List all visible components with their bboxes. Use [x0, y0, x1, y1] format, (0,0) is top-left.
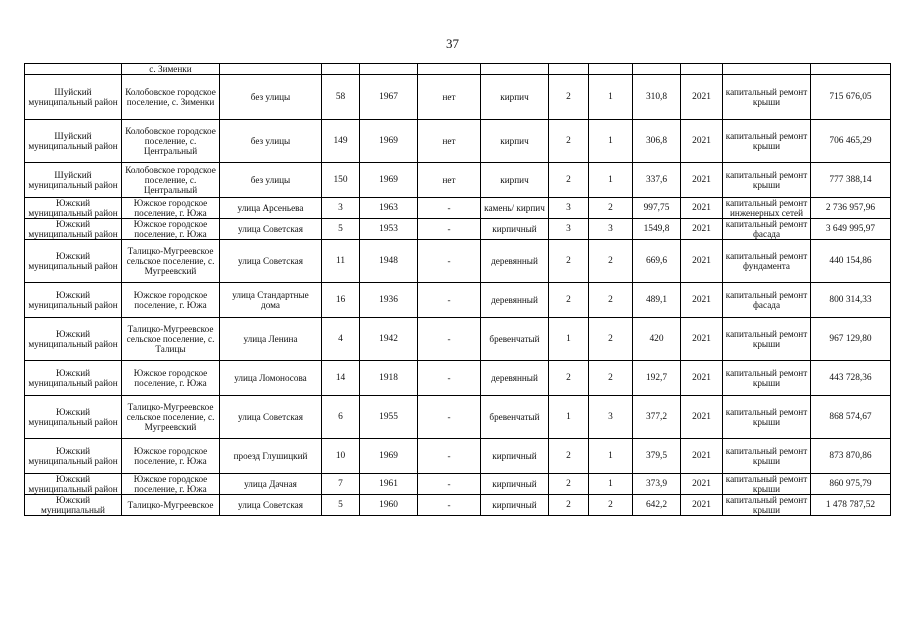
- cell-settlement: Южское городское поселение, г. Южа: [122, 361, 220, 396]
- cell-year: 1963: [360, 198, 418, 219]
- cell-entrances: 2: [589, 240, 633, 283]
- cell-material: кирпич: [481, 75, 549, 120]
- cell-year: 1969: [360, 120, 418, 163]
- cell-street: улица Советская: [220, 495, 322, 516]
- cell-area: 337,6: [633, 163, 681, 198]
- cell-floors: 2: [549, 495, 589, 516]
- cell-status: -: [418, 219, 481, 240]
- cell-settlement: Южское городское поселение, г. Южа: [122, 219, 220, 240]
- cell-house: 11: [322, 240, 360, 283]
- table-row: [25, 361, 891, 396]
- cell-year: 1918: [360, 361, 418, 396]
- cell-year: 1969: [360, 163, 418, 198]
- cell-settlement: Колобовское городское поселение, с. Центральный: [122, 120, 220, 163]
- cell-settlement: Талицко-Мугреевское сельское поселение, с. Мугреевский: [122, 240, 220, 283]
- cell-material: кирпичный: [481, 474, 549, 495]
- table-body: [25, 64, 891, 516]
- cell-entrances: 3: [589, 219, 633, 240]
- cell-work: капитальный ремонт крыши: [723, 120, 811, 163]
- cell-floors: 2: [549, 439, 589, 474]
- cell-area: 306,8: [633, 120, 681, 163]
- cell-house: 5: [322, 495, 360, 516]
- cell-floors: 2: [549, 163, 589, 198]
- table-row: [25, 474, 891, 495]
- cell-plan-year: 2021: [681, 318, 723, 361]
- cell-house: 58: [322, 75, 360, 120]
- cell-year: 1967: [360, 75, 418, 120]
- table-row: [25, 198, 891, 219]
- cell-settlement: Южское городское поселение, г. Южа: [122, 283, 220, 318]
- table-row: [25, 396, 891, 439]
- cell-material: [481, 64, 549, 75]
- cell-plan-year: 2021: [681, 396, 723, 439]
- cell-entrances: 1: [589, 439, 633, 474]
- cell-work: капитальный ремонт крыши: [723, 318, 811, 361]
- cell-cost: 440 154,86: [811, 240, 891, 283]
- cell-entrances: 1: [589, 75, 633, 120]
- cell-entrances: 1: [589, 163, 633, 198]
- table-row: [25, 283, 891, 318]
- cell-street: без улицы: [220, 120, 322, 163]
- table-row: [25, 64, 891, 75]
- cell-floors: [549, 64, 589, 75]
- cell-area: 379,5: [633, 439, 681, 474]
- cell-area: 489,1: [633, 283, 681, 318]
- cell-work: капитальный ремонт фасада: [723, 283, 811, 318]
- cell-status: -: [418, 439, 481, 474]
- cell-house: 3: [322, 198, 360, 219]
- cell-entrances: 2: [589, 495, 633, 516]
- cell-year: 1961: [360, 474, 418, 495]
- table-row: [25, 240, 891, 283]
- cell-house: 10: [322, 439, 360, 474]
- cell-plan-year: 2021: [681, 495, 723, 516]
- table-row: [25, 163, 891, 198]
- cell-settlement: Талицко-Мугреевское: [122, 495, 220, 516]
- cell-status: нет: [418, 163, 481, 198]
- cell-year: 1948: [360, 240, 418, 283]
- cell-cost: 715 676,05: [811, 75, 891, 120]
- cell-street: без улицы: [220, 163, 322, 198]
- cell-area: 1549,8: [633, 219, 681, 240]
- cell-status: -: [418, 198, 481, 219]
- page-number: 37: [446, 36, 459, 51]
- cell-settlement: с. Зименки: [122, 64, 220, 75]
- cell-floors: 2: [549, 361, 589, 396]
- cell-area: 373,9: [633, 474, 681, 495]
- cell-cost: 706 465,29: [811, 120, 891, 163]
- cell-floors: 1: [549, 318, 589, 361]
- cell-status: -: [418, 283, 481, 318]
- cell-work: капитальный ремонт крыши: [723, 439, 811, 474]
- repair-registry-table: [24, 63, 891, 516]
- cell-cost: 2 736 957,96: [811, 198, 891, 219]
- cell-house: 16: [322, 283, 360, 318]
- cell-area: 310,8: [633, 75, 681, 120]
- cell-work: капитальный ремонт крыши: [723, 163, 811, 198]
- cell-entrances: 1: [589, 474, 633, 495]
- cell-material: деревянный: [481, 361, 549, 396]
- cell-area: 420: [633, 318, 681, 361]
- cell-work: капитальный ремонт фасада: [723, 219, 811, 240]
- cell-district: Южский муниципальный район: [25, 219, 122, 240]
- cell-status: -: [418, 240, 481, 283]
- cell-area: [633, 64, 681, 75]
- cell-entrances: 2: [589, 361, 633, 396]
- cell-settlement: Южское городское поселение, г. Южа: [122, 439, 220, 474]
- cell-work: [723, 64, 811, 75]
- cell-plan-year: 2021: [681, 198, 723, 219]
- cell-material: кирпичный: [481, 495, 549, 516]
- cell-year: 1969: [360, 439, 418, 474]
- cell-street: улица Ленина: [220, 318, 322, 361]
- cell-district: Шуйский муниципальный район: [25, 75, 122, 120]
- cell-work: капитальный ремонт фундамента: [723, 240, 811, 283]
- cell-work: капитальный ремонт крыши: [723, 474, 811, 495]
- cell-status: -: [418, 495, 481, 516]
- cell-district: Южский муниципальный район: [25, 396, 122, 439]
- cell-entrances: 2: [589, 318, 633, 361]
- cell-status: -: [418, 474, 481, 495]
- cell-plan-year: [681, 64, 723, 75]
- cell-work: капитальный ремонт крыши: [723, 75, 811, 120]
- cell-area: 669,6: [633, 240, 681, 283]
- cell-floors: 3: [549, 219, 589, 240]
- cell-material: бревенчатый: [481, 396, 549, 439]
- cell-street: проезд Глушицкий: [220, 439, 322, 474]
- cell-work: капитальный ремонт крыши: [723, 495, 811, 516]
- cell-cost: 860 975,79: [811, 474, 891, 495]
- cell-street: [220, 64, 322, 75]
- cell-house: 5: [322, 219, 360, 240]
- cell-district: Шуйский муниципальный район: [25, 120, 122, 163]
- table-row: [25, 120, 891, 163]
- cell-year: [360, 64, 418, 75]
- cell-district: Шуйский муниципальный район: [25, 163, 122, 198]
- cell-floors: 2: [549, 120, 589, 163]
- cell-entrances: 2: [589, 198, 633, 219]
- cell-district: [25, 64, 122, 75]
- cell-district: Южский муниципальный район: [25, 283, 122, 318]
- cell-year: 1953: [360, 219, 418, 240]
- cell-material: деревянный: [481, 283, 549, 318]
- cell-plan-year: 2021: [681, 240, 723, 283]
- cell-house: 150: [322, 163, 360, 198]
- cell-plan-year: 2021: [681, 120, 723, 163]
- cell-year: 1942: [360, 318, 418, 361]
- cell-cost: 967 129,80: [811, 318, 891, 361]
- cell-status: [418, 64, 481, 75]
- cell-status: -: [418, 396, 481, 439]
- cell-settlement: Южское городское поселение, г. Южа: [122, 198, 220, 219]
- cell-plan-year: 2021: [681, 361, 723, 396]
- cell-settlement: Талицко-Мугреевское сельское поселение, с. Мугреевский: [122, 396, 220, 439]
- cell-floors: 2: [549, 240, 589, 283]
- cell-cost: 800 314,33: [811, 283, 891, 318]
- cell-work: капитальный ремонт инженерных сетей: [723, 198, 811, 219]
- cell-street: улица Стандартные дома: [220, 283, 322, 318]
- cell-status: -: [418, 361, 481, 396]
- cell-settlement: Колобовское городское поселение, с. Зименки: [122, 75, 220, 120]
- cell-district: Южский муниципальный район: [25, 474, 122, 495]
- cell-area: 997,75: [633, 198, 681, 219]
- cell-house: 7: [322, 474, 360, 495]
- cell-status: -: [418, 318, 481, 361]
- cell-plan-year: 2021: [681, 474, 723, 495]
- cell-district: Южский муниципальный: [25, 495, 122, 516]
- cell-entrances: [589, 64, 633, 75]
- cell-status: нет: [418, 75, 481, 120]
- cell-plan-year: 2021: [681, 219, 723, 240]
- table-row: [25, 439, 891, 474]
- cell-district: Южский муниципальный район: [25, 439, 122, 474]
- cell-cost: [811, 64, 891, 75]
- table-row: [25, 318, 891, 361]
- cell-street: без улицы: [220, 75, 322, 120]
- cell-house: 14: [322, 361, 360, 396]
- cell-settlement: Талицко-Мугреевское сельское поселение, с. Талицы: [122, 318, 220, 361]
- cell-settlement: Колобовское городское поселение, с. Центральный: [122, 163, 220, 198]
- cell-year: 1955: [360, 396, 418, 439]
- cell-floors: 2: [549, 474, 589, 495]
- cell-work: капитальный ремонт крыши: [723, 361, 811, 396]
- cell-area: 642,2: [633, 495, 681, 516]
- cell-plan-year: 2021: [681, 163, 723, 198]
- cell-year: 1936: [360, 283, 418, 318]
- cell-plan-year: 2021: [681, 283, 723, 318]
- cell-cost: 873 870,86: [811, 439, 891, 474]
- table-row: [25, 495, 891, 516]
- cell-material: бревенчатый: [481, 318, 549, 361]
- cell-house: 4: [322, 318, 360, 361]
- cell-year: 1960: [360, 495, 418, 516]
- table-row: [25, 75, 891, 120]
- cell-district: Южский муниципальный район: [25, 318, 122, 361]
- cell-floors: 3: [549, 198, 589, 219]
- cell-district: Южский муниципальный район: [25, 240, 122, 283]
- cell-floors: 1: [549, 396, 589, 439]
- cell-house: [322, 64, 360, 75]
- cell-cost: 868 574,67: [811, 396, 891, 439]
- cell-cost: 443 728,36: [811, 361, 891, 396]
- cell-street: улица Советская: [220, 396, 322, 439]
- cell-area: 377,2: [633, 396, 681, 439]
- cell-material: камень/ кирпич: [481, 198, 549, 219]
- cell-cost: 1 478 787,52: [811, 495, 891, 516]
- cell-entrances: 3: [589, 396, 633, 439]
- cell-material: кирпич: [481, 120, 549, 163]
- cell-material: кирпичный: [481, 439, 549, 474]
- cell-street: улица Ломоносова: [220, 361, 322, 396]
- cell-floors: 2: [549, 75, 589, 120]
- cell-house: 6: [322, 396, 360, 439]
- cell-house: 149: [322, 120, 360, 163]
- cell-street: улица Арсеньева: [220, 198, 322, 219]
- cell-material: кирпичный: [481, 219, 549, 240]
- cell-work: капитальный ремонт крыши: [723, 396, 811, 439]
- cell-entrances: 2: [589, 283, 633, 318]
- cell-cost: 3 649 995,97: [811, 219, 891, 240]
- cell-material: деревянный: [481, 240, 549, 283]
- cell-settlement: Южское городское поселение, г. Южа: [122, 474, 220, 495]
- cell-cost: 777 388,14: [811, 163, 891, 198]
- cell-district: Южский муниципальный район: [25, 361, 122, 396]
- cell-plan-year: 2021: [681, 75, 723, 120]
- table-row: [25, 219, 891, 240]
- cell-entrances: 1: [589, 120, 633, 163]
- cell-street: улица Советская: [220, 219, 322, 240]
- cell-street: улица Дачная: [220, 474, 322, 495]
- cell-status: нет: [418, 120, 481, 163]
- cell-street: улица Советская: [220, 240, 322, 283]
- cell-floors: 2: [549, 283, 589, 318]
- cell-material: кирпич: [481, 163, 549, 198]
- cell-area: 192,7: [633, 361, 681, 396]
- cell-district: Южский муниципальный район: [25, 198, 122, 219]
- cell-plan-year: 2021: [681, 439, 723, 474]
